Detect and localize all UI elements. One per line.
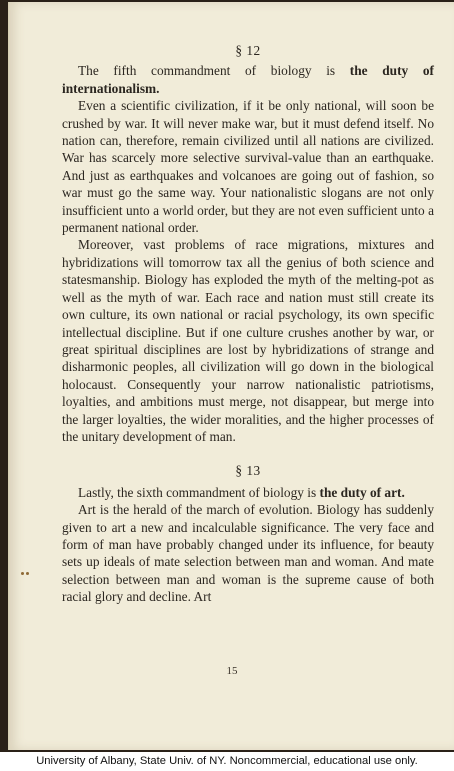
binding-marks [21, 572, 29, 576]
binding-dot [26, 572, 29, 575]
section-12-heading: § 12 [235, 43, 261, 58]
page-text [62, 42, 434, 606]
section-13-paragraph-1 [62, 484, 434, 501]
book-page [8, 2, 454, 750]
section-13-intro-text: Lastly, the sixth commandment of biology is [78, 484, 320, 500]
section-12-intro-text: The fifth commandment of biology is [78, 63, 350, 79]
usage-credit-footer: University of Albany, State Univ. of NY. Noncommercial, educational use only. [36, 755, 418, 767]
section-13-paragraph-2: Art is the herald of the march of evolution. Biology has suddenly given to art a new and incalculable significance. The very face and form of man have probably changed under its influence, for beauty sets up ideals of mate selection between man and woman. And mate selection between man and woman is the supreme cause of both racial glory and decline. Art [62, 502, 434, 605]
page-number: 15 [226, 665, 238, 677]
section-12-commandment: the duty of internationalism. [62, 63, 434, 96]
section-12-paragraph-2: Even a scientific civilization, if it be only national, will soon be crushed by war. It will never make war, but it must defend itself. No nation can, therefore, remain civilized until all nations are civilized. War has scarcely more selective survival-value than an earthquake. And just as earthquakes and volcanoes are going out of fashion, so war must go the same way. Your nationalistic slogans are not only insufficient unto a world order, but they are not even sufficient unto a permanent national order. [62, 98, 434, 236]
binding-dot [21, 572, 24, 575]
section-12-paragraph-3: Moreover, vast problems of race migrations, mixtures and hybridizations will tomorrow tax all the genius of both science and statesmanship. Biology has exploded the myth of the melting-pot as well as the myth of war. Each race and nation must still create its own culture, its own national or racial psychology, its own specific intellectual discipline. But if one culture crushes another by war, or great spiritual disciplines are lost by hybridizations of strange and disharmonic peoples, all civilization will go down in the biological holocaust. Consequently your narrow nationalistic patriotisms, loyalties, and ambitions must merge, not disappear, but merge into the larger loyalties, the wider moralities, and the higher processes of the unitary development of man. [62, 237, 434, 444]
section-13-heading: § 13 [235, 463, 261, 479]
section-13-commandment: the duty of art. [319, 484, 405, 500]
section-12-paragraph-1 [62, 62, 434, 97]
